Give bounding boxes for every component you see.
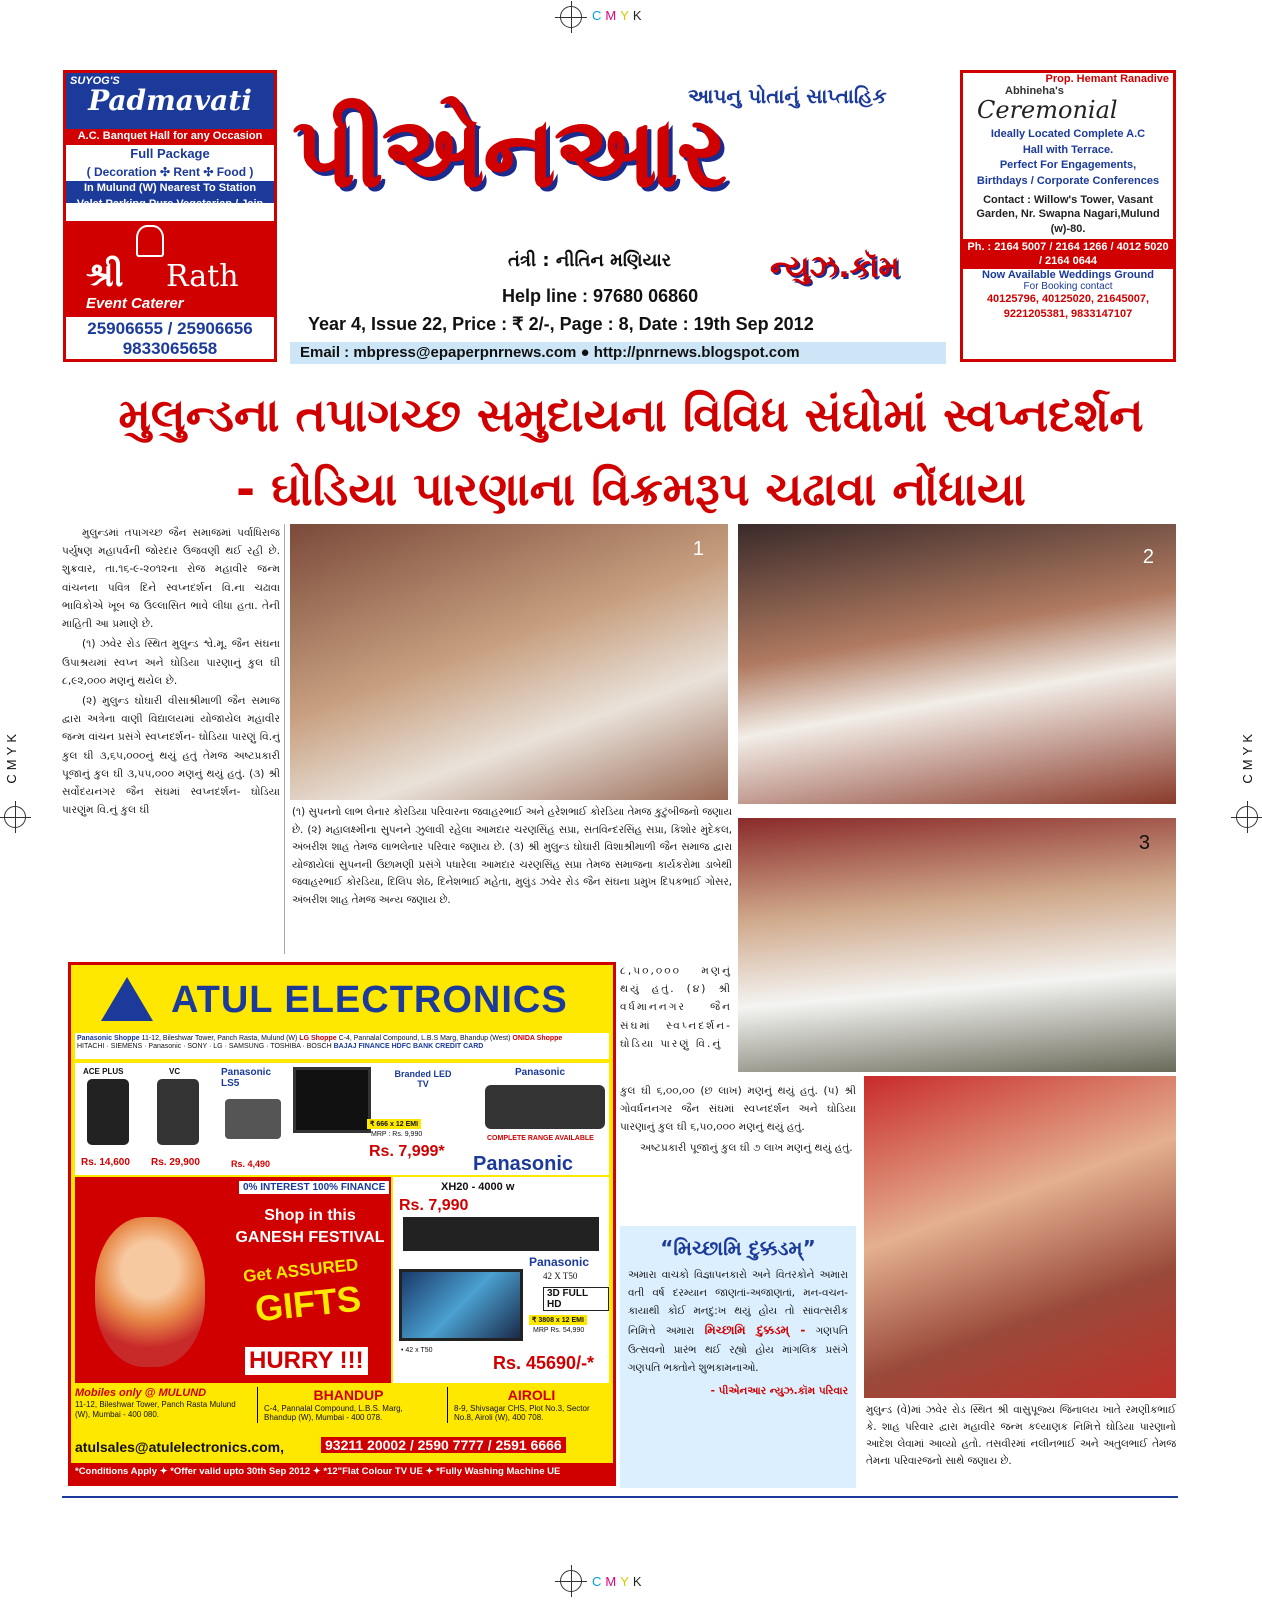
store-addr: C-4, Pannalal Compound, L.B.S. Marg, Bhandup (W), Mumbai - 400 078. xyxy=(264,1403,403,1423)
photo-number: 3 xyxy=(1138,832,1150,854)
product-price: Rs. 4,490 xyxy=(231,1159,271,1169)
tv-image xyxy=(399,1269,523,1341)
brand-list: HITACHI · SIEMENS · Panasonic · SONY · LG · SAMSUNG · TOSHIBA · BOSCH xyxy=(77,1042,332,1050)
3d-badge: 3D FULL HD xyxy=(543,1287,609,1311)
blog-link[interactable]: http://pnrnews.blogspot.com xyxy=(593,344,800,361)
ad-line: ( Decoration ✣ Rent ✣ Food ) xyxy=(66,164,274,181)
promo-gifts: GIFTS xyxy=(253,1277,363,1330)
headline-line-2: - ઘોડિયા પારણાના વિક્રમરૂપ ચઢાવા નોંધાયા xyxy=(236,462,1026,516)
ad-brand: Padmavati xyxy=(88,84,252,117)
atul-email[interactable]: atulsales@atulelectronics.com, xyxy=(75,1439,284,1455)
bajaj-logo: BAJAJ FINANCE xyxy=(333,1042,390,1050)
ad-line: Hall with Terrace. xyxy=(1022,143,1114,156)
phone-image xyxy=(87,1079,129,1145)
column-divider xyxy=(284,524,285,954)
tv-mrp: MRP : Rs. 9,990 xyxy=(371,1131,423,1138)
article-continuation: ૮,૫૦,૦૦૦ મણનું થયું હતું. (૪) શ્રી વર્ધમાનનગર જૈન સંઘમાં સ્વપ્નદર્શન- ઘોડિયા પારણું વિ.નું xyxy=(620,965,732,1050)
panasonic-logo: Panasonic xyxy=(473,1153,574,1175)
product-column xyxy=(393,1177,609,1383)
ad-brand: Ceremonial xyxy=(977,96,1118,124)
caterer-gu: શ્રી xyxy=(86,255,124,295)
product-brand: Panasonic xyxy=(515,1067,566,1078)
store-title: AIROLI xyxy=(507,1387,556,1403)
ad-line: Perfect For Engagements, xyxy=(999,159,1137,172)
atul-terms: *Conditions Apply ✦ *Offer valid upto 30th Sep 2012 ✦ *12"Flat Colour TV UE ✦ *Fully Washing Machine UE xyxy=(71,1463,613,1483)
ad-booking: For Booking contact xyxy=(1023,281,1113,293)
editor: તંત્રી : નીતિન મણિયાર xyxy=(508,250,672,271)
photo-caption: (૧) સુપનનો લાભ લેનાર કોરડિયા પરિવારના જવાહરભાઈ અને હરેશભાઈ કોરડિયા તેમજ કુટુંબીજનો જણાય છે. (૨) મહાલક્ષ્મીના સુપનને ઝુલાવી રહેલા આમદાર ચરણસિંહ સપ્રા, સતવિન્દરસિંહ સપ્રા, કિશોર મુંદેકલ, અંબરીશ શાહ તેમજ લાભલેનાર પરિવાર જણાય છે. (૩) શ્રી મુલુન્ડ ઘોઘારી વિશાશ્રીમાળી જૈન સમાજ દ્વારા યોજાયેલાં સુપનની ઉછામણી પ્રસંગે પધારેલા આમદાર ચરણસિંહ સપ્રા તેમજ સમાજના કાર્યકરોમા ડાબેથી જવાહરભાઈ કોરડિયા, દિલિપ શેઠ, દિનેશભાઈ મહેતા, મુલુંડ ઝવેર રોડ જૈન સંઘના પ્રમુખ દિપકભાઈ ગોસર, અંબરીશ શાહ તેમજ અન્ય જણાય છે. xyxy=(292,806,732,906)
tv-small: • 42 x T50 xyxy=(401,1347,433,1354)
notice-sign: - પીએનઆર ન્યુઝ.કૉમ પરિવાર xyxy=(710,1385,848,1398)
product-name: VC xyxy=(169,1067,181,1076)
tv-price: Rs. 7,999* xyxy=(369,1143,445,1160)
notice-title: “મિચ્છામિ દુક્કડમ્” xyxy=(660,1236,816,1260)
bottom-rule xyxy=(62,1496,1178,1498)
product-brand: Panasonic xyxy=(529,1255,590,1269)
promo-assured: Get ASSURED xyxy=(242,1255,360,1286)
ceremonial-ad xyxy=(960,70,1176,362)
home-theater-image xyxy=(403,1217,599,1251)
article-paragraph: કુલ ઘી ૬,૦૦,૦૦ (છ લાખ) મણનું થયું હતું. (૫) શ્રી ગોવર્ધનનગર જૈન સંઘમાં સ્વપ્નદર્શન અને ઘોડિયા પારણાનું કુલ ઘી ૬,૫૦,૦૦૦ મણનું થયું હતું. xyxy=(620,1085,856,1134)
headline-line-1: મુલુન્ડના તપાગચ્છ સમુદાયના વિવિધ સંઘોમાં સ્વપ્નદર્શન xyxy=(118,388,1144,442)
product-price: Rs. 29,900 xyxy=(151,1157,200,1168)
photo-caption-4: મુલુન્ડ (વે)માં ઝવેર રોડ સ્થિત શ્રી વાસુપૂજ્ય જિનાલય ખાતે રમણીકભાઈ કે. શાહ પરિવાર દ્વારા મહાવીર જન્મ કલ્યાણક નિમિત્તે ઘોડિયા પારણાનો આદેશ લેવામાં આવ્યો હતો. તસવીરમાં નલીનભાઈ અને અતુલભાઈ તેમજ તેમના પરિવારજનો સાથે જણાય છે. xyxy=(866,1404,1176,1467)
crosshair-icon xyxy=(1236,806,1258,828)
crosshair-icon xyxy=(4,806,26,828)
tv-mrp: MRP Rs. 54,990 xyxy=(533,1327,585,1334)
shoppe-name: ONIDA Shoppe xyxy=(512,1035,563,1042)
camera-image xyxy=(225,1099,281,1139)
crosshair-icon xyxy=(560,6,582,28)
promo-line: GANESH FESTIVAL xyxy=(235,1228,385,1246)
festival-promo xyxy=(75,1177,391,1383)
ad-line: In Mulund (W) Nearest To Station xyxy=(83,182,257,195)
product-price: Rs. 14,600 xyxy=(81,1157,130,1168)
photo-4 xyxy=(864,1076,1176,1398)
chef-icon xyxy=(136,225,164,257)
caterer-name: Rath xyxy=(166,259,239,294)
phone-image xyxy=(157,1079,199,1145)
tv-emi: ₹ 3808 x 12 EMI xyxy=(529,1315,587,1325)
photo-2 xyxy=(738,524,1176,804)
product-model: 42 X T50 xyxy=(543,1271,578,1281)
atul-brand: ATUL ELECTRONICS xyxy=(171,979,568,1021)
photo-number: 2 xyxy=(1142,546,1154,568)
article-paragraph: મુલુન્ડમાં તપાગચ્છ જૈન સમાજમાં પર્વાધિરાજ પર્યુષણ મહાપર્વની જોરદાર ઉજવણી થઈ રહી છે. શુક્રવાર, તા.૧૬-૯-૨૦૧૨ના રોજ મહાવીર જન્મ વાંચનના પવિત્ર દિને સ્વપ્નદર્શન વિ.ના ચઢાવા ભાવિકોએ ખૂબ જ ઉલ્લાસિત ભાવે લીધા હતા. તેની માહિતી આ પ્રમાણે છે. xyxy=(62,527,280,631)
article-paragraph: (૨) મુલુન્ડ ઘોઘારી વીસાશ્રીમાળી જૈન સમાજ દ્વારા અત્રેના વાણી વિદ્યાલયમાં યોજાયેલ મહાવીર જન્મ વાંચન પ્રસંગે સ્વપ્નદર્શન- ઘોડિયા પારણું વિ.નું કુલ ઘી ૩,૬૫,૦૦૦નું થયું હતું તેમજ અષ્ટપ્રકારી પૂજાનું કુલ ઘી ૩,૫૫,૦૦૦ મણનું થયું હતું. (૩) શ્રી સર્વોદયનગર જૈન સંઘમાં સ્વપ્નદર્શન- ઘોડિયા પારણુંમ વિ.નું કુલ ઘી xyxy=(62,694,280,817)
helpline: Help line : 97680 06860 xyxy=(502,286,699,306)
padmavati-ad xyxy=(63,70,277,362)
ad-prop: Prop. Hemant Ranadive xyxy=(1045,73,1169,85)
tv-emi: ₹ 666 x 12 EMI xyxy=(367,1119,421,1129)
shoppe-name: Panasonic Shoppe xyxy=(77,1035,140,1042)
ad-line: Valet Parking Pure Vegetarian / Jain xyxy=(76,198,264,211)
product-name: ACE PLUS xyxy=(83,1067,124,1076)
store-addr: 11-12, Bileshwar Tower, Panch Rasta Mulund (W), Mumbai - 400 080. xyxy=(75,1400,236,1419)
masthead-title: પીએનઆર xyxy=(292,96,726,210)
hdfc-logo: HDFC BANK CREDIT CARD xyxy=(391,1042,484,1050)
ad-line: A.C. Banquet Hall for any Occasion xyxy=(66,129,274,145)
product-row xyxy=(75,1063,609,1175)
registration-mark-right: CMYK xyxy=(1240,730,1255,784)
masthead-site: ન્યુઝ.કૉમ xyxy=(770,250,900,285)
tagline: આપનુ પોતાનું સાપ્તાહિક xyxy=(688,84,887,108)
photo-3 xyxy=(738,818,1176,1072)
notice-box xyxy=(620,1226,856,1488)
article-paragraph: અષ્ટપ્રકારી પૂજાનું કુલ ઘી ૭ લાખ મણનું થયું હતું. xyxy=(640,1141,853,1154)
registration-mark-left: CMYK xyxy=(4,730,19,784)
ad-now: Now Available Weddings Ground xyxy=(982,269,1154,282)
ad-phone: 25906655 / 25906656 xyxy=(87,319,253,338)
notice-highlight: મિચ્છામિ દુક્કડમ્ - xyxy=(704,1323,806,1338)
ad-phone: 9833065658 xyxy=(122,339,218,359)
store-title: Mobiles only @ MULUND xyxy=(75,1387,207,1399)
product-note: COMPLETE RANGE AVAILABLE xyxy=(487,1135,594,1142)
ganesha-image xyxy=(95,1217,205,1367)
tv-label: Branded LED TV xyxy=(394,1069,452,1089)
crosshair-icon xyxy=(560,1570,582,1592)
issue-info: Year 4, Issue 22, Price : ₹ 2/-, Page : 8, Date : 19th Sep 2012 xyxy=(308,314,814,334)
shoppe-addr: C-4, Pannalal Compound, L.B.S Marg, Bhandup (West) xyxy=(338,1035,511,1042)
ad-brand-small: Abhineha's xyxy=(1005,85,1064,97)
contact-bar: Email : mbpress@epaperpnrnews.com ● http://pnrnews.blogspot.com xyxy=(290,342,946,364)
ad-numbers: 40125796, 40125020, 21645007, 9221205381, 9833147107 xyxy=(986,293,1150,320)
tv-price: Rs. 45690/-* xyxy=(493,1353,595,1373)
product-name: Panasonic LS5 xyxy=(221,1067,272,1089)
atul-electronics-ad xyxy=(68,962,616,1486)
article-continuation xyxy=(620,1082,856,1212)
store-list xyxy=(75,1387,609,1437)
finance-badge: 0% INTEREST 100% FINANCE xyxy=(239,1181,389,1194)
photo-1 xyxy=(290,524,728,800)
store-addr: 8-9, Shivsagar CHS, Plot No.3, Sector No.8, Airoli (W), 400 708. xyxy=(454,1403,590,1423)
notice-text: અમારા વાચકો વિજ્ઞાપનકારો અને વિતરકોને અમારા વતી વર્ષ દરમ્યાન જાણતાં-અજાણતાં, મન-વચન-કાયાથી કોઈ મનદુ:ખ થયું હોય તો સાંવત્સરીક નિમિત્તે અમારા xyxy=(628,1269,848,1338)
ad-line: Birthdays / Corporate Conferences xyxy=(976,174,1160,187)
tv-image xyxy=(293,1067,371,1133)
product-price: Rs. 7,990 xyxy=(399,1197,469,1214)
ad-line: Ideally Located Complete A.C xyxy=(990,128,1146,141)
ad-contact: Contact : Willow's Tower, Vasant Garden, Nr. Swapna Nagari,Mulund (w)-80. xyxy=(976,193,1160,235)
registration-mark-bottom: CMYK xyxy=(592,1574,646,1589)
article-column xyxy=(62,524,280,944)
atul-logo-icon xyxy=(101,977,153,1021)
shoppe-addr: 11-12, Bileshwar Tower, Panch Rasta, Mulund (W) xyxy=(141,1035,298,1042)
ad-brand-small: SUYOG'S xyxy=(70,75,120,87)
product-name: XH20 - 4000 w xyxy=(441,1181,515,1193)
notice-text: ગણપતિ ઉત્સવનો પ્રારંભ થઈ રહ્યો હોય માંગલિક પ્રસંગે ગણપતિ ભક્તોને શુભકામનાઓ. xyxy=(628,1325,848,1375)
ad-line: Full Package xyxy=(66,145,274,164)
shoppe-name: LG Shoppe xyxy=(299,1035,337,1042)
promo-hurry: HURRY !!! xyxy=(245,1347,368,1375)
atul-phones: 93211 20002 / 2590 7777 / 2591 6666 xyxy=(321,1437,566,1453)
cordless-phone-image xyxy=(485,1085,605,1129)
ad-phone: Ph. : 2164 5007 / 2164 1266 / 4012 5020 / 2164 0644 xyxy=(963,239,1173,270)
photo-number: 1 xyxy=(692,538,704,560)
store-title: BHANDUP xyxy=(313,1387,384,1403)
caterer-sub: Event Caterer xyxy=(86,295,184,312)
article-paragraph: (૧) ઝવેર રોડ સ્થિત મુલુન્ડ શ્વે.મૂ. જૈન સંઘના ઉપાશ્રયમાં સ્વપ્ન અને ઘોડિયા પારણાનું કુલ ઘી ૮,૯૨,૦૦૦ મણનું થયેલ છે. xyxy=(62,638,280,687)
email-link[interactable]: Email : mbpress@epaperpnrnews.com xyxy=(300,344,577,361)
promo-line: Shop in this xyxy=(264,1207,356,1224)
registration-mark-top: CMYK xyxy=(592,8,646,23)
